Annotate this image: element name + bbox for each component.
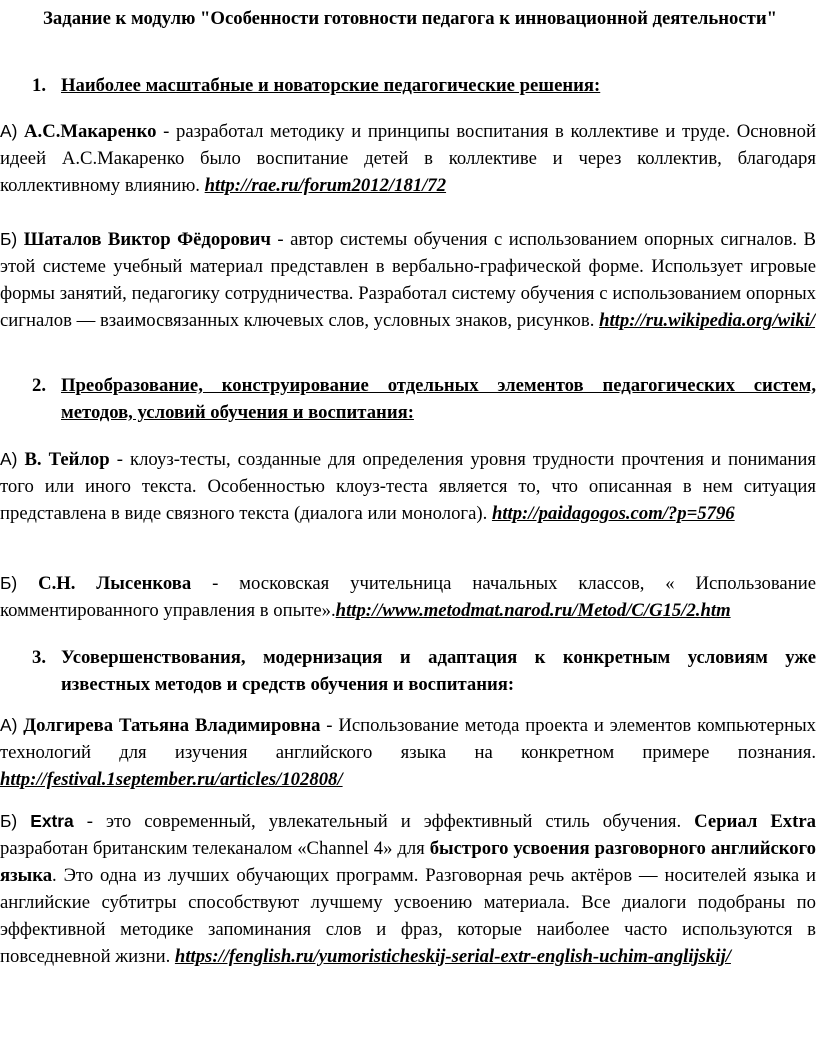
item-name: С.Н. Лысенкова [38, 573, 192, 594]
section-3-item-b [0, 808, 816, 970]
item-link[interactable]: https://fenglish.ru/yumoristicheskij-serial-extr-english-uchim-anglijskij/ [174, 946, 731, 967]
section-2-heading [32, 372, 816, 426]
item-name: Долгирева Татьяна Владимировна [23, 715, 321, 736]
item-text: Использование метода проекта и элементов компьютерных технологий для изучения английского языка на конкретном примере познания. [0, 715, 816, 763]
item-text: разработал методику и принципы воспитания в коллективе и труде. Основной идеей А.С.Макаренко было воспитание детей в коллективе и через коллектив, благодаря коллективному влиянию. [0, 121, 816, 196]
item-text: разработан британским телеканалом «Channel 4» для [0, 838, 425, 859]
section-number: 2. [32, 375, 47, 396]
section-3-item-a [0, 712, 816, 793]
item-link[interactable]: http://paidagogos.com/?p=5796 [491, 503, 735, 524]
section-number: 1. [32, 75, 47, 96]
section-number: 3. [32, 647, 47, 668]
section-3-heading [32, 644, 816, 698]
item-dash: - [109, 449, 131, 470]
item-text: московская учительница начальных классов, « Использование комментированного управления в опыте». [0, 573, 816, 621]
item-text: автор системы обучения с использованием опорных сигналов. В этой системе учебный материал представлен в вербально-графической форме. Использует игровые формы занятий, педагогику сотрудничества. Разработал систему обучения с использованием опорных сигналов — взаимосвязанных ключевых слов, условных знаков, рисунков. [0, 229, 816, 331]
item-marker: Б) [0, 573, 18, 593]
item-link[interactable]: http://www.metodmat.narod.ru/Metod/C/G15/2.htm [335, 600, 731, 621]
item-link[interactable]: http://ru.wikipedia.org/wiki/ [599, 310, 816, 331]
item-text: клоуз-тесты, созданные для определения уровня трудности прочтения и понимания того или иного текста. Особенностью клоуз-теста является то, что описанная в нем ситуация представлена в виде связного текста (диалога или монолога). [0, 449, 816, 524]
item-dash: - [191, 573, 240, 594]
item-marker: А) [0, 449, 18, 469]
section-2-item-b [0, 570, 816, 624]
section-1-item-a [0, 118, 816, 199]
item-text: . Это одна из лучших обучающих программ. Разговорная речь актёров — носителей языка и английские субтитры способствуют лучшему усвоению материала. Все диалоги подобраны по эффективной методике запоминания слов и фраз, которые наиболее часто используются в повседневной жизни. [0, 865, 816, 967]
item-bold-phrase: Сериал Extra [694, 811, 816, 832]
item-name: А.С.Макаренко [24, 121, 157, 142]
section-2-item-a [0, 446, 816, 527]
item-dash: - [73, 811, 106, 832]
section-heading-text: Усовершенствования, модернизация и адаптация к конкретным условиям уже известных методов и средств обучения и воспитания: [61, 647, 816, 695]
item-name: В. Тейлор [24, 449, 110, 470]
item-text: это современный, увлекательный и эффективный стиль обучения. [105, 811, 682, 832]
item-marker: Б) [0, 229, 18, 249]
item-dash: - [320, 715, 339, 736]
item-name: Шаталов Виктор Фёдорович [23, 229, 271, 250]
section-heading-text: Преобразование, конструирование отдельных элементов педагогических систем, методов, условий обучения и воспитания: [61, 375, 816, 423]
item-marker: А) [0, 715, 18, 735]
item-name: Extra [30, 811, 74, 831]
section-1-heading [32, 72, 816, 99]
item-bold-phrase: быстрого усвоения разговорного английского языка [0, 838, 816, 886]
section-heading-text: Наиболее масштабные и новаторские педагогические решения: [61, 75, 601, 96]
item-dash: - [270, 229, 291, 250]
page-title: Задание к модулю "Особенности готовности педагога к инновационной деятельности" [43, 8, 777, 29]
item-marker: А) [0, 121, 18, 141]
item-marker: Б) [0, 811, 18, 831]
item-dash: - [156, 121, 176, 142]
section-1-item-b [0, 226, 816, 334]
item-link[interactable]: http://festival.1september.ru/articles/102808/ [0, 769, 343, 790]
item-link[interactable]: http://rae.ru/forum2012/181/72 [204, 175, 447, 196]
